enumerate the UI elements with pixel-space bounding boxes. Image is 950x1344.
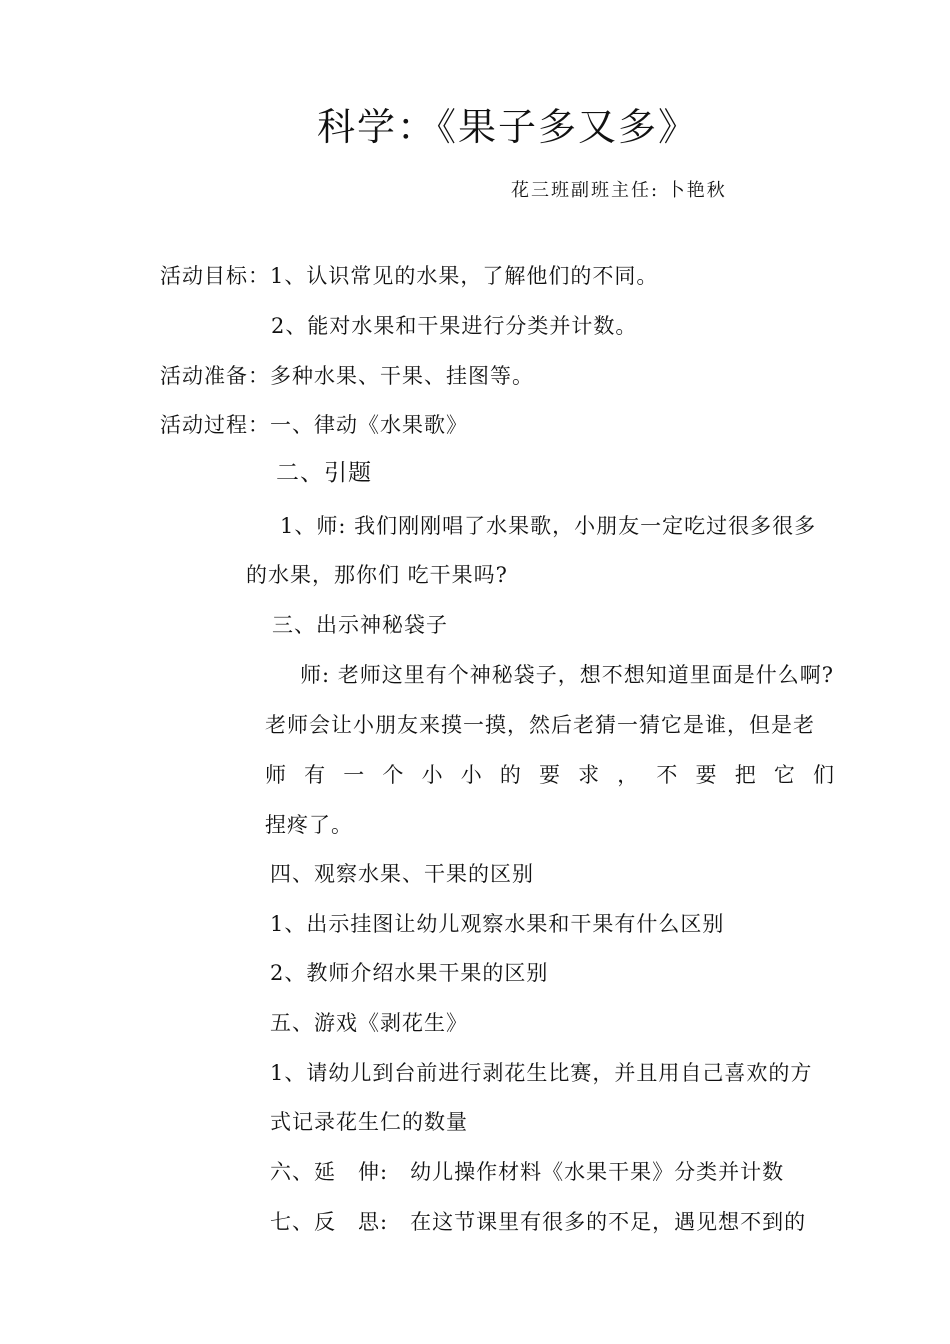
section-heading-6: 六、延 伸: 幼儿操作材料《水果干果》分类并计数 [270,1160,785,1184]
list-item: 1、出示挂图让幼儿观察水果和干果有什么区别 [270,912,725,936]
list-item: 2、教师介绍水果干果的区别 [270,961,549,985]
justified-char: 师 [265,763,287,787]
justified-char: 小 [421,763,444,787]
section-heading-2: 二、引题 [276,460,372,486]
justified-char: 要 [695,763,718,787]
section-heading-5: 五、游戏《剥花生》 [270,1011,468,1035]
preparation-line: 活动准备：多种水果、干果、挂图等。 [160,364,534,388]
justified-char: 一 [343,763,366,787]
justified-char: 不 [656,763,679,787]
paragraph-line: 老师会让小朋友来摸一摸，然后老猜一猜它是谁，但是老 [265,713,815,737]
paragraph-line: 1、师: 我们刚刚唱了水果歌，小朋友一定吃过很多很多 [280,514,817,538]
justified-char: 求 [578,763,601,787]
justified-char: ， [617,763,640,787]
process-line: 活动过程：一、律动《水果歌》 [160,413,468,437]
justified-char: 们 [812,763,835,787]
goal-line-1: 活动目标：1、认识常见的水果，了解他们的不同。 [160,264,659,288]
section-heading-7: 七、反 思: 在这节课里有很多的不足，遇见想不到的 [270,1210,807,1234]
justified-char: 它 [773,763,796,787]
justified-line [265,762,835,788]
justified-char: 的 [499,763,522,787]
justified-char: 要 [538,763,561,787]
section-heading-3: 三、出示神秘袋子 [272,613,448,637]
paragraph-line: 捏疼了。 [265,813,353,837]
paragraph-line: 师: 老师这里有个神秘袋子，想不想知道里面是什么啊? [300,663,835,687]
justified-char: 把 [734,763,757,787]
paragraph-line: 的水果，那你们 吃干果吗? [246,563,508,587]
paragraph-line: 式记录花生仁的数量 [270,1110,468,1134]
author-line: 花三班副班主任: 卜艳秋 [511,180,727,201]
list-item: 1、请幼儿到台前进行剥花生比赛，并且用自己喜欢的方 [270,1061,813,1085]
justified-char: 个 [382,763,405,787]
goal-line-2: 2、能对水果和干果进行分类并计数。 [271,314,638,338]
section-heading-4: 四、观察水果、干果的区别 [270,862,534,886]
document-title: 科学：《果子多又多》 [316,105,698,149]
justified-char: 有 [304,763,327,787]
justified-char: 小 [460,763,483,787]
